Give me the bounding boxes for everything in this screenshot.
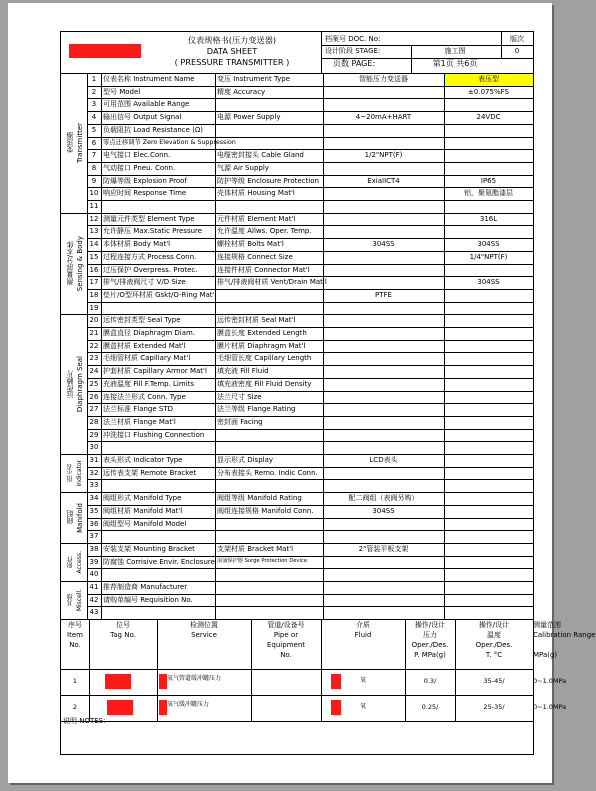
row-param-label-2: 浪涌保护器 Surge Protection Device <box>217 557 307 564</box>
row-line <box>87 111 533 112</box>
header-line <box>321 58 533 59</box>
row-line <box>87 568 533 569</box>
row-param-label-2: 允许温度 Allws. Oper. Temp. <box>217 227 312 236</box>
bottom-header-item: Item <box>67 631 83 640</box>
group-label <box>62 73 86 213</box>
bottom-header-fluid: 介质 <box>356 621 370 630</box>
row-line <box>87 200 533 201</box>
row-number: 6 <box>91 138 97 147</box>
row-value-1: 304SS <box>372 506 395 515</box>
row-line <box>87 187 533 188</box>
row-value-1: PTFE <box>375 290 392 299</box>
row-param-label-2: 阀组等级 Manifold Rating <box>217 494 302 503</box>
bottom-header-temp: Oper./Des. <box>475 641 513 650</box>
row-number: 23 <box>89 354 99 363</box>
item-n: 2 <box>72 703 78 712</box>
bottom-header-service: 检测位置 <box>190 621 218 630</box>
row-number: 40 <box>89 570 99 579</box>
row-param-label-2: 电源 Power Supply <box>217 113 281 122</box>
bottom-header-range: MPa(g) <box>533 651 558 660</box>
group-label-en: Sensing & Body <box>75 235 84 292</box>
bottom-header-temp: 温度 <box>487 631 501 640</box>
bottom-header-range: Calibration Range <box>533 631 596 640</box>
page-value: 第1页 共6页 <box>432 59 478 68</box>
row-number: 11 <box>89 202 99 210</box>
row-number: 19 <box>89 303 99 312</box>
title-en: DATA SHEET <box>206 46 258 56</box>
row-number: 29 <box>89 430 99 439</box>
row-number: 41 <box>89 583 99 591</box>
row-line <box>87 162 533 163</box>
row-number: 43 <box>89 608 99 617</box>
row-value-2: 304SS <box>477 278 500 287</box>
bottom-header-pipe: No. <box>280 651 292 660</box>
row-param-label: 零点迁移调节 Zero Elevation & Suppression <box>103 138 236 146</box>
group-label <box>62 492 86 543</box>
row-param-label-2: 远传密封材质 Seal Mat'l <box>217 316 296 325</box>
header-bottom-line <box>61 73 533 74</box>
group-label <box>62 581 86 619</box>
row-param-label: 阀组形式 Manifold Type <box>103 494 182 503</box>
row-line <box>87 340 533 341</box>
row-number: 38 <box>89 544 99 553</box>
row-param-label-2: 显示形式 Display <box>217 456 274 464</box>
header-divider <box>321 32 322 73</box>
row-value-2: 316L <box>479 214 498 223</box>
row-number: 26 <box>89 392 99 401</box>
row-number: 3 <box>91 100 97 109</box>
item-fluid: 氧 <box>359 703 366 711</box>
row-param-label: 防腐蚀 Corrisive Envir. Enclosure <box>103 557 215 566</box>
row-param-label-2: 连接规格 Connect Size <box>217 252 293 261</box>
row-number: 13 <box>89 227 99 236</box>
row-param-label: 响应时间 Response Time <box>103 189 187 198</box>
row-value-2: 304SS <box>477 240 500 249</box>
row-number: 17 <box>89 278 99 287</box>
row-line <box>61 213 533 214</box>
row-line <box>87 441 533 442</box>
row-value-2: IP65 <box>480 176 497 185</box>
bottom-header-oper: Oper./Des. <box>411 641 449 650</box>
group-label <box>62 213 86 315</box>
row-param-label: 排气/排液阀尺寸 V/D Size <box>103 278 186 287</box>
row-line <box>87 505 533 506</box>
bottom-header-item: No. <box>69 641 81 650</box>
col-line <box>323 73 324 619</box>
row-param-label-2: 壳体材质 Housing Mat'l <box>217 189 295 198</box>
row-param-label-2: 精度 Accuracy <box>217 87 266 96</box>
row-line <box>87 530 533 531</box>
row-number: 12 <box>89 214 99 223</box>
row-param-label: 仪表名称 Instrument Name <box>103 75 195 83</box>
row-param-label: 型号 Model <box>103 87 141 96</box>
row-param-label: 电气接口 Elec.Conn. <box>103 151 171 160</box>
row-line <box>61 454 533 455</box>
row-param-label: 护套材质 Capillary Armor Mat'l <box>103 367 207 376</box>
row-param-label-2: 膜片材质 Diaphragm Mat'l <box>217 341 306 350</box>
row-value-2: 24VDC <box>476 113 501 122</box>
row-param-label-2: 连接件材质 Connector Mat'l <box>217 265 310 274</box>
row-line <box>87 391 533 392</box>
redacted-field <box>105 674 131 689</box>
redacted-field <box>159 700 167 715</box>
item-service: 氧气缓冲罐压力 <box>167 701 210 709</box>
row-value-2: 铝，聚氨酯漆层 <box>464 189 513 198</box>
revision-value: 0 <box>514 47 520 55</box>
row-value-2: 表压型 <box>478 75 499 83</box>
row-param-label: 垫片/O型环材质 Gskt/O-Ring Mat'l <box>103 290 217 299</box>
row-line <box>61 492 533 493</box>
row-line <box>87 352 533 353</box>
row-param-label: 防爆等级 Explosion Proof <box>103 176 187 185</box>
group-label-cn: 远传膜片 <box>65 370 74 399</box>
row-number: 35 <box>89 506 99 515</box>
row-number: 4 <box>91 113 97 122</box>
row-number: 27 <box>89 405 99 414</box>
row-line <box>87 175 533 176</box>
item-fluid: 氧 <box>359 677 366 685</box>
row-param-label: 膜盒直径 Diaphragm Diam. <box>103 329 196 337</box>
row-param-label: 负载阻抗 Load Resistance (Ω) <box>103 125 203 134</box>
row-line <box>87 124 533 125</box>
col-line <box>444 73 445 619</box>
row-number: 8 <box>91 163 97 172</box>
group-label-cn: 变送器 <box>65 132 74 154</box>
row-number: 2 <box>91 87 97 96</box>
data-sheet-table <box>60 31 596 755</box>
row-line <box>87 98 533 99</box>
row-param-label: 膜盒材质 Extended Mat'l <box>103 341 186 350</box>
row-value-1: ExiaIICT4 <box>367 176 400 185</box>
row-param-label: 连接法兰形式 Conn. Type <box>103 392 186 401</box>
row-param-label: 本体材质 Body Mat'l <box>103 240 171 249</box>
row-value-1: 配二阀组（表阀另购） <box>348 494 419 503</box>
row-number: 28 <box>89 417 99 426</box>
row-param-label: 法兰标准 Flange STD <box>103 405 174 414</box>
row-param-label-2: 变压 Instrument Type <box>217 75 291 83</box>
group-label <box>62 454 86 492</box>
stage-value: 施工图 <box>444 47 466 55</box>
row-line <box>87 378 533 379</box>
row-param-label-2: 密封面 Facing <box>217 417 263 426</box>
row-line <box>87 518 533 519</box>
row-value-1: 304SS <box>372 240 395 249</box>
row-param-label: 表头形式 Indicator Type <box>103 456 183 464</box>
group-label-en: Manifold <box>75 502 84 533</box>
group-label-en: Miscell. <box>75 588 83 612</box>
row-param-label: 过程连接方式 Process Conn. <box>103 252 197 261</box>
row-number: 25 <box>89 379 99 388</box>
notes-label: 说明 NOTES： <box>63 717 111 725</box>
bottom-header-range: 测量范围 <box>533 621 561 630</box>
row-param-label: 阀组材质 Manifold Mat'l <box>103 506 183 515</box>
item-oper: 0.3/ <box>423 677 437 686</box>
revision-label: 版次 <box>510 35 524 43</box>
bottom-header-tag: Tag No. <box>110 631 136 640</box>
row-param-label: 测量元件类型 Element Type <box>103 214 195 223</box>
item-temp: 35-45/ <box>483 677 505 686</box>
doc-no-label: 档案号 DOC. No: <box>325 35 381 43</box>
bottom-header-temp: T. °C <box>485 651 503 660</box>
row-param-label: 请购单编号 Requisition No. <box>103 595 193 604</box>
row-number: 37 <box>89 532 99 541</box>
col-line <box>215 73 216 619</box>
group-label-cn: 测量部分/本体 <box>65 241 74 286</box>
row-param-label: 远传表支架 Remote Bracket <box>103 468 197 477</box>
row-param-label-2: 填充液密度 Fill Fluid Density <box>217 379 312 388</box>
row-param-label-2: 电缆密封接头 Cable Gland <box>217 151 304 160</box>
row-line <box>87 403 533 404</box>
row-line <box>87 594 533 595</box>
row-param-label: 毛细管材质 Capillary Mat'l <box>103 354 191 363</box>
stage-label: 设计阶段 STAGE: <box>325 47 381 55</box>
paper-page <box>8 3 596 783</box>
row-param-label: 法兰材质 Flange Mat'l <box>103 417 176 426</box>
row-line <box>87 416 533 417</box>
row-number: 32 <box>89 468 99 477</box>
row-value-1: 1/2"NPT(F) <box>364 151 403 160</box>
item-temp: 25-35/ <box>483 703 505 712</box>
item-range: 0~1.0MPa <box>533 677 567 686</box>
row-number: 18 <box>89 290 99 299</box>
row-line <box>87 365 533 366</box>
item-range: 0~1.0MPa <box>533 703 567 712</box>
redacted-field <box>331 674 341 689</box>
row-value-1: 2"管装平板支架 <box>358 544 409 553</box>
row-param-label: 充液温度 Fill F.Temp. Limits <box>103 379 195 388</box>
row-line <box>87 251 533 252</box>
row-line <box>87 137 533 138</box>
bottom-header-oper: P. MPa(g) <box>414 651 446 660</box>
bottom-header-temp: 操作/设计 <box>478 621 510 630</box>
row-param-label-2: 法兰尺寸 Size <box>217 392 262 401</box>
row-value-1: 智能压力变送器 <box>359 75 408 83</box>
row-value-2: ±0.075%FS <box>468 87 509 96</box>
row-line <box>87 264 533 265</box>
group-label <box>62 543 86 581</box>
bottom-head-line <box>61 669 533 670</box>
row-number: 31 <box>89 456 99 464</box>
row-param-label: 可用范围 Available Range <box>103 100 190 109</box>
group-label-cn: 指示表 <box>66 464 74 483</box>
col-line <box>101 73 102 619</box>
bottom-header-oper: 操作/设计 <box>414 621 446 630</box>
row-number: 21 <box>89 329 99 337</box>
item-service: 氧气管道缓冲罐压力 <box>167 675 222 683</box>
header-divider <box>411 45 412 73</box>
item-oper: 0.25/ <box>421 703 439 712</box>
row-number: 39 <box>89 557 99 566</box>
row-param-label: 安装支架 Mounting Bracket <box>103 544 195 553</box>
redacted-field <box>331 700 341 715</box>
row-param-label: 远传密封类型 Seal Type <box>103 316 181 325</box>
bottom-row-line <box>61 695 533 696</box>
row-value-1: LCD表头 <box>369 456 398 464</box>
row-line <box>87 479 533 480</box>
row-number: 15 <box>89 252 99 261</box>
row-value-2: 1/4"NPT(F) <box>469 252 508 261</box>
row-number: 16 <box>89 265 99 274</box>
row-param-label-2: 膜盒长度 Extended Length <box>217 329 307 337</box>
bottom-header-pipe: Equipment <box>267 641 305 650</box>
group-label-en: Access. <box>75 550 83 574</box>
row-number: 36 <box>89 519 99 528</box>
row-line <box>87 606 533 607</box>
row-number: 7 <box>91 151 97 160</box>
row-param-label: 过压保护 Overpress. Protec. <box>103 265 198 274</box>
row-param-label: 气动接口 Pneu. Conn. <box>103 163 176 172</box>
bottom-header-service: Service <box>191 631 217 640</box>
redacted-field <box>107 700 133 715</box>
group-label-cn: 其他 <box>66 594 74 607</box>
row-param-label-2: 气源 Air Supply <box>217 163 269 172</box>
header-line <box>321 45 533 46</box>
row-line <box>87 276 533 277</box>
row-param-label-2: 毛细管长度 Capillary Length <box>217 354 312 363</box>
row-param-label-2: 填充液 Fill Fluid <box>217 367 269 376</box>
bottom-header-pipe: 管道/设备号 <box>267 621 305 630</box>
row-line <box>87 556 533 557</box>
row-number: 10 <box>89 189 99 198</box>
row-number: 34 <box>89 494 99 503</box>
row-param-label: 允许静压 Max.Static Pressure <box>103 227 203 236</box>
row-param-label: 推荐制造商 Manufacturer <box>103 583 188 591</box>
redacted-field <box>159 674 167 689</box>
row-param-label-2: 阀组连接规格 Manifold Conn. <box>217 506 314 515</box>
bottom-header-tag: 位号 <box>116 621 130 630</box>
group-label-cn: 阀组 <box>65 510 74 525</box>
row-param-label: 阀组型号 Manifold Model <box>103 519 187 528</box>
row-value-1: 4~20mA+HART <box>355 113 412 122</box>
row-number: 42 <box>89 595 99 604</box>
row-line <box>61 314 533 315</box>
row-param-label: 输出信号 Output Signal <box>103 113 182 122</box>
title-cn: 仪表规格书(压力变送器) <box>187 35 277 45</box>
item-n: 1 <box>72 677 78 686</box>
row-number: 9 <box>91 176 97 185</box>
row-line <box>87 327 533 328</box>
row-line <box>87 467 533 468</box>
row-line <box>61 543 533 544</box>
bottom-row-line <box>61 721 533 722</box>
bottom-header-item: 序号 <box>68 621 82 630</box>
row-line <box>87 86 533 87</box>
page-label: 页数 PAGE: <box>333 59 376 68</box>
row-param-label-2: 排气/排液阀材质 Vent/Drain Mat'l <box>217 278 327 287</box>
rows-bottom-line <box>61 619 533 620</box>
title-sub: ( PRESSURE TRANSMITTER ) <box>174 57 290 67</box>
row-line <box>87 149 533 150</box>
bottom-header-oper: 压力 <box>423 631 437 640</box>
group-label-cn: 附件 <box>66 555 74 568</box>
row-param-label-2: 元件材质 Element Mat'l <box>217 214 296 223</box>
row-line <box>87 302 533 303</box>
col-line <box>87 73 88 619</box>
row-param-label-2: 螺栓材质 Bolts Mat'l <box>217 240 284 249</box>
row-param-label-2: 防护等级 Enclosure Protection <box>217 176 319 185</box>
row-number: 14 <box>89 240 99 249</box>
group-label <box>62 314 86 454</box>
row-line <box>61 581 533 582</box>
row-line <box>87 289 533 290</box>
row-number: 33 <box>89 481 99 490</box>
row-number: 1 <box>91 75 97 83</box>
bottom-header-pipe: Pipe or <box>273 631 299 640</box>
row-number: 24 <box>89 367 99 376</box>
row-param-label-2: 分布表接头 Remo. Indic Conn. <box>217 468 318 477</box>
row-param-label-2: 法兰等级 Flange Rating <box>217 405 296 414</box>
row-param-label: 冲洗接口 Flushing Connection <box>103 430 205 439</box>
row-number: 30 <box>89 443 99 452</box>
redacted-logo <box>69 44 141 58</box>
row-line <box>87 225 533 226</box>
row-number: 20 <box>89 316 99 325</box>
row-line <box>87 429 533 430</box>
bottom-header-fluid: Fluid <box>354 631 372 640</box>
row-line <box>87 238 533 239</box>
row-param-label-2: 支架材质 Bracket Mat'l <box>217 544 294 553</box>
group-label-en: Transmitter <box>75 122 84 163</box>
group-label-en: Diaphragm Seal <box>75 356 84 413</box>
group-label-en: Indicator <box>75 459 83 487</box>
row-number: 22 <box>89 341 99 350</box>
row-number: 5 <box>91 125 97 134</box>
